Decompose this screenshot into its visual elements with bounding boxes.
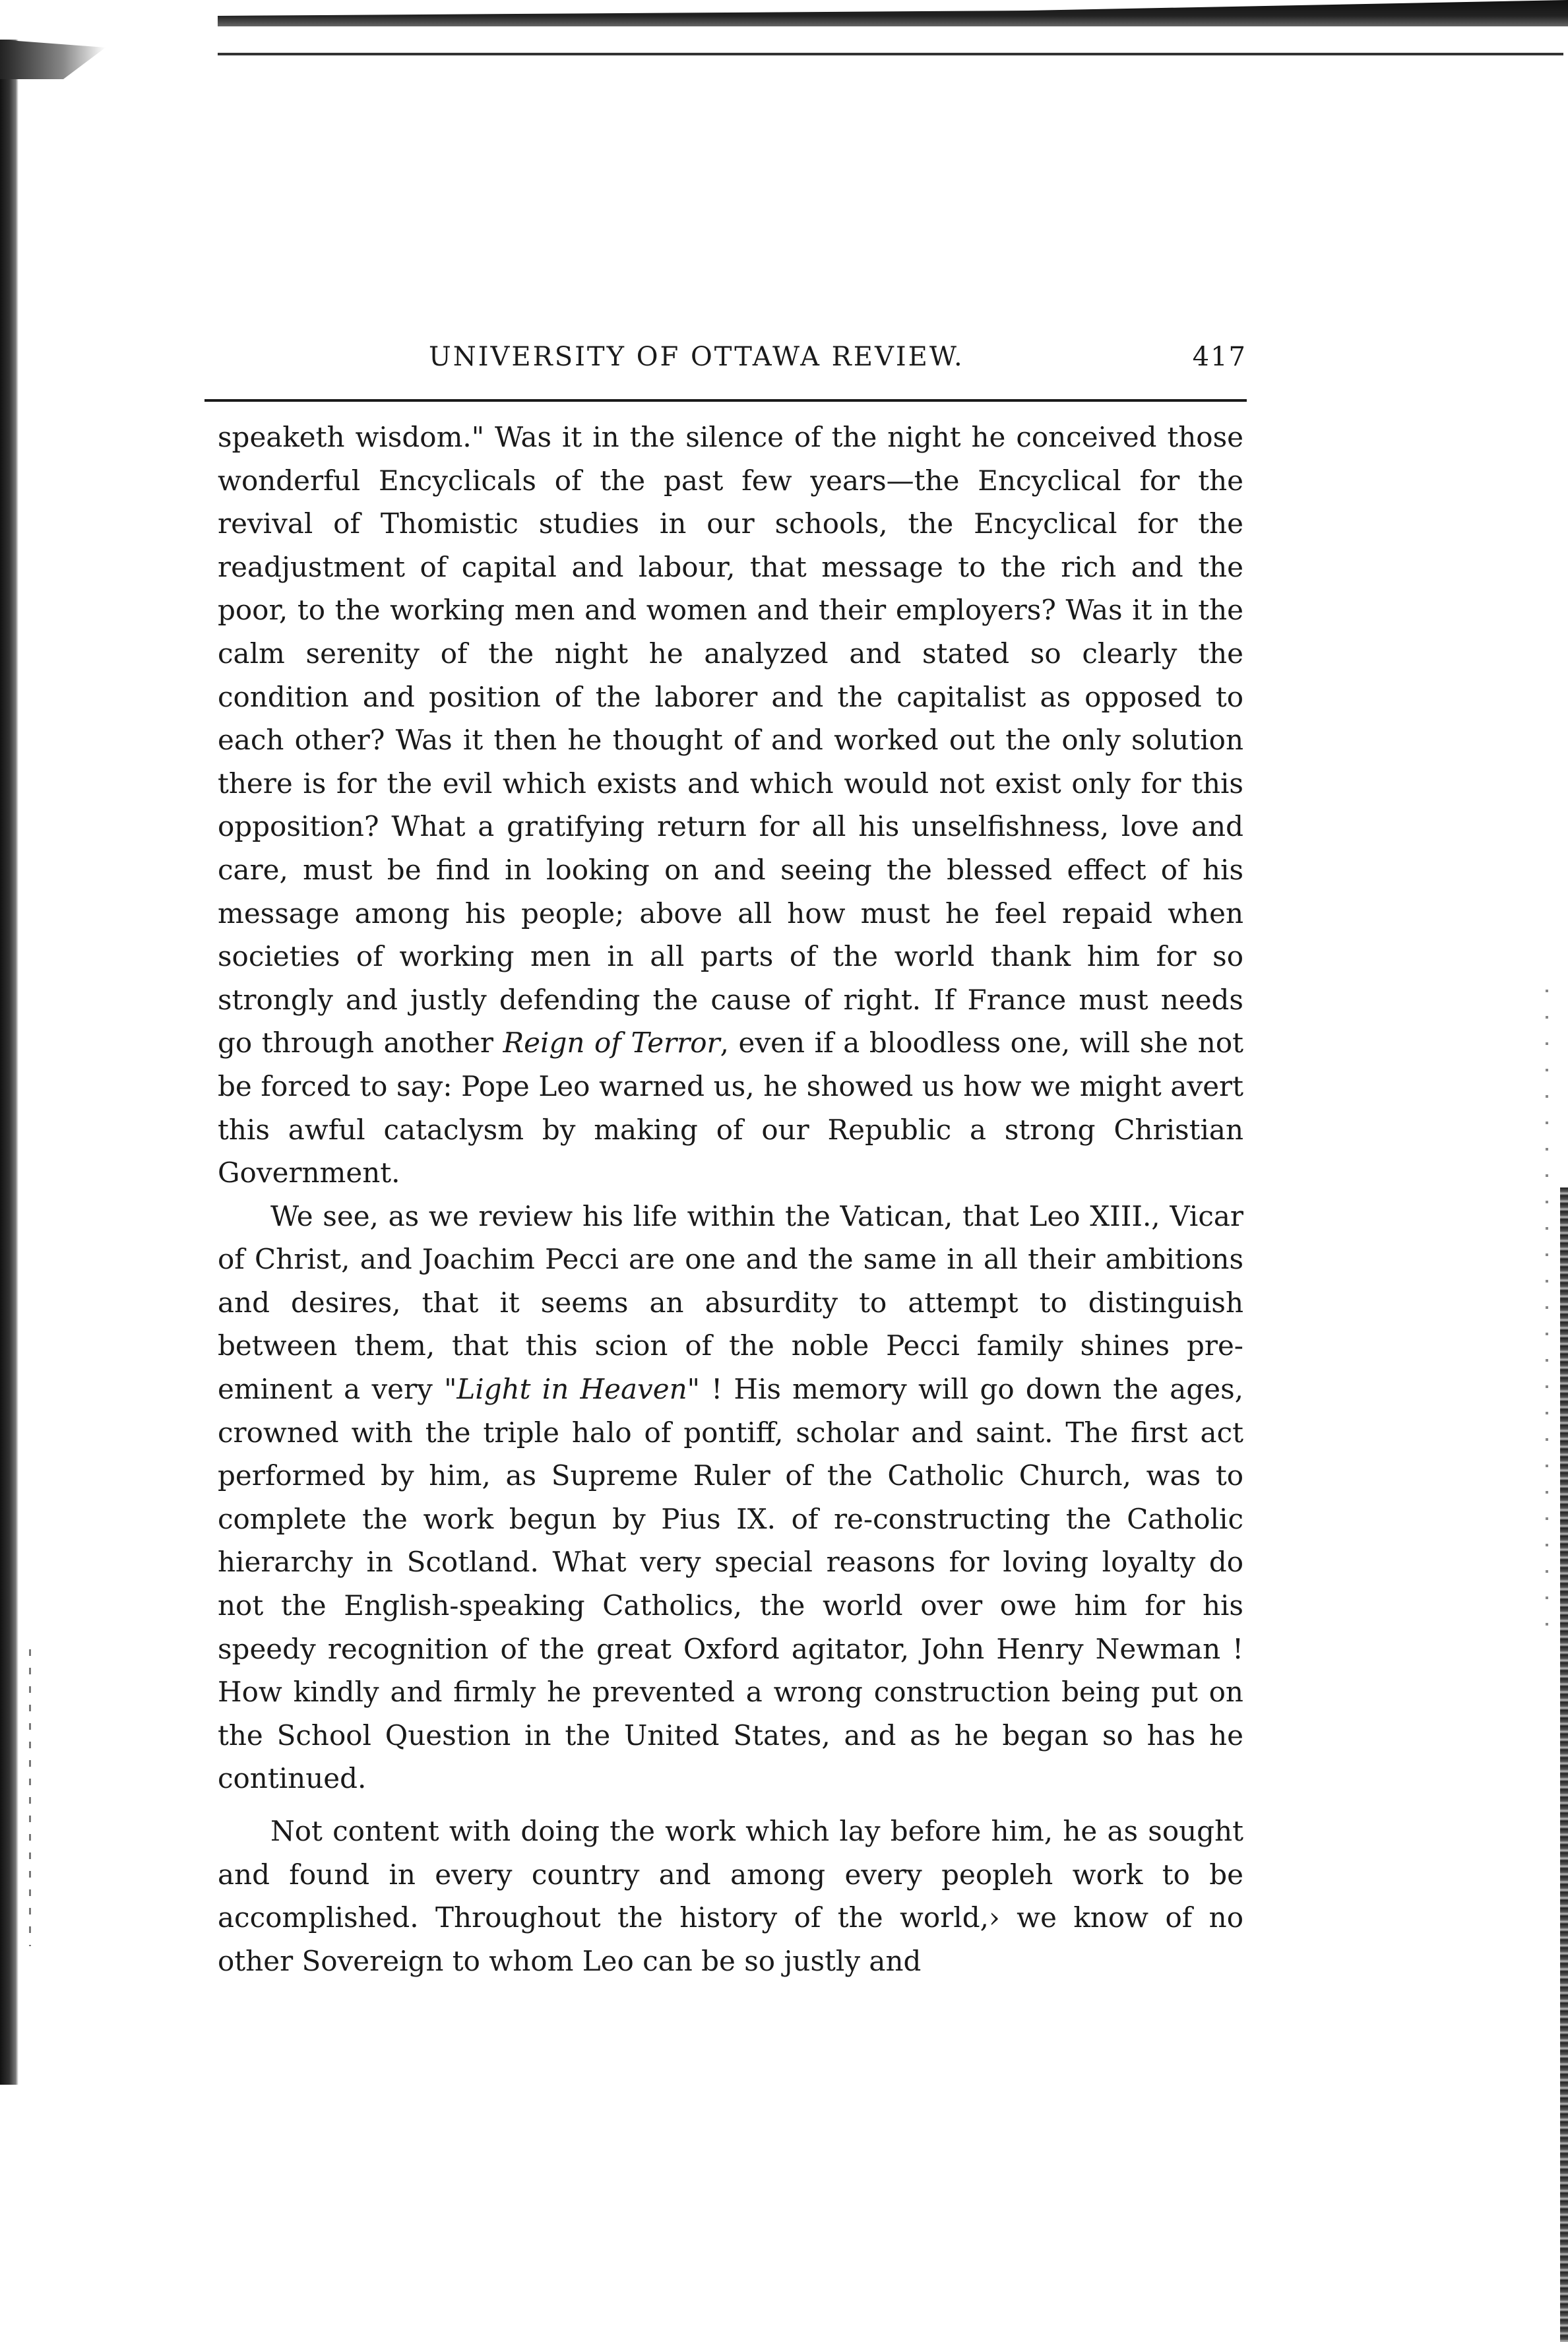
paragraph-2-text: We see, as we review his life within the Vatican, that Leo XIII., Vicar of Christ, and Joachim Pecci are one and the same in all their ambitions and desires, that it seems an absurdity to attempt to distinguish between them, that this scion of the noble Pecci family shines pre-eminent a very " bbox=[218, 1199, 1243, 1406]
page-body bbox=[218, 416, 1243, 1982]
scan-left-corner bbox=[0, 40, 106, 79]
scan-top-rule bbox=[218, 53, 1563, 55]
page-header bbox=[218, 336, 1247, 383]
scan-top-edge bbox=[218, 0, 1568, 26]
paragraph-1-italic: Reign of Terror bbox=[503, 1027, 720, 1060]
paragraph-3-text: Not content with doing the work which lay before him, he as sought and found in every country and among every peopleh work to be accomplished. Throughout the history of the world,› we know of no other Sovereign to whom Leo can be so justly and bbox=[218, 1815, 1243, 1977]
paragraph-2-tail: " ! His memory will go down the ages, crowned with the triple halo of pontiff, scholar and saint. The first act performed by him, as Supreme Ruler of the Catholic Church, was to complete the work begun by Pius IX. of re-constructing the Catholic hierarchy in Scotland. What very special reasons for loving loyalty do not the English-speaking Catholics, the world over owe him for his speedy recognition of the great Oxford agitator, John Henry Newman ! How kindly and firmly he prevented a wrong construction being put on the School Question in the United States, and as he began so has he continued. bbox=[218, 1373, 1243, 1795]
paragraph-3 bbox=[218, 1810, 1243, 1982]
scan-left-edge bbox=[0, 40, 18, 2085]
paragraph-2 bbox=[218, 1195, 1243, 1800]
paragraph-2-italic: Light in Heaven bbox=[456, 1373, 687, 1406]
scan-right-marks bbox=[1546, 990, 1548, 1649]
scan-right-edge bbox=[1560, 1187, 1568, 2342]
paragraph-1 bbox=[218, 416, 1243, 1195]
header-rule bbox=[204, 399, 1247, 402]
scan-left-marks bbox=[29, 1649, 31, 1946]
paragraph-1-tail: , even if a bloodless one, will she not be forced to say: Pope Leo warned us, he showed us how we might avert this awful cataclysm by making of our Republic a strong Christian Government. bbox=[218, 1027, 1243, 1189]
paragraph-1-text: speaketh wisdom." Was it in the silence of the night he conceived those wonderful Encyclicals of the past few years—the Encyclical for the revival of Thomistic studies in our schools, the Encyclical for the readjustment of capital and labour, that message to the rich and the poor, to the working men and women and their employers? Was it in the calm serenity of the night he analyzed and stated so clearly the condition and position of the laborer and the capitalist as opposed to each other? Was it then he thought of and worked out the only solution there is for the evil which exists and which would not exist only for this opposition? What a gratifying return for all his unselfishness, love and care, must be find in looking on and seeing the blessed effect of his message among his people; above all how must he feel repaid when societies of working men in all parts of the world thank him for so strongly and justly defending the cause of right. If France must needs go through another bbox=[218, 421, 1243, 1060]
page-number: 417 bbox=[1192, 342, 1247, 372]
running-title: UNIVERSITY OF OTTAWA REVIEW. bbox=[429, 342, 964, 372]
